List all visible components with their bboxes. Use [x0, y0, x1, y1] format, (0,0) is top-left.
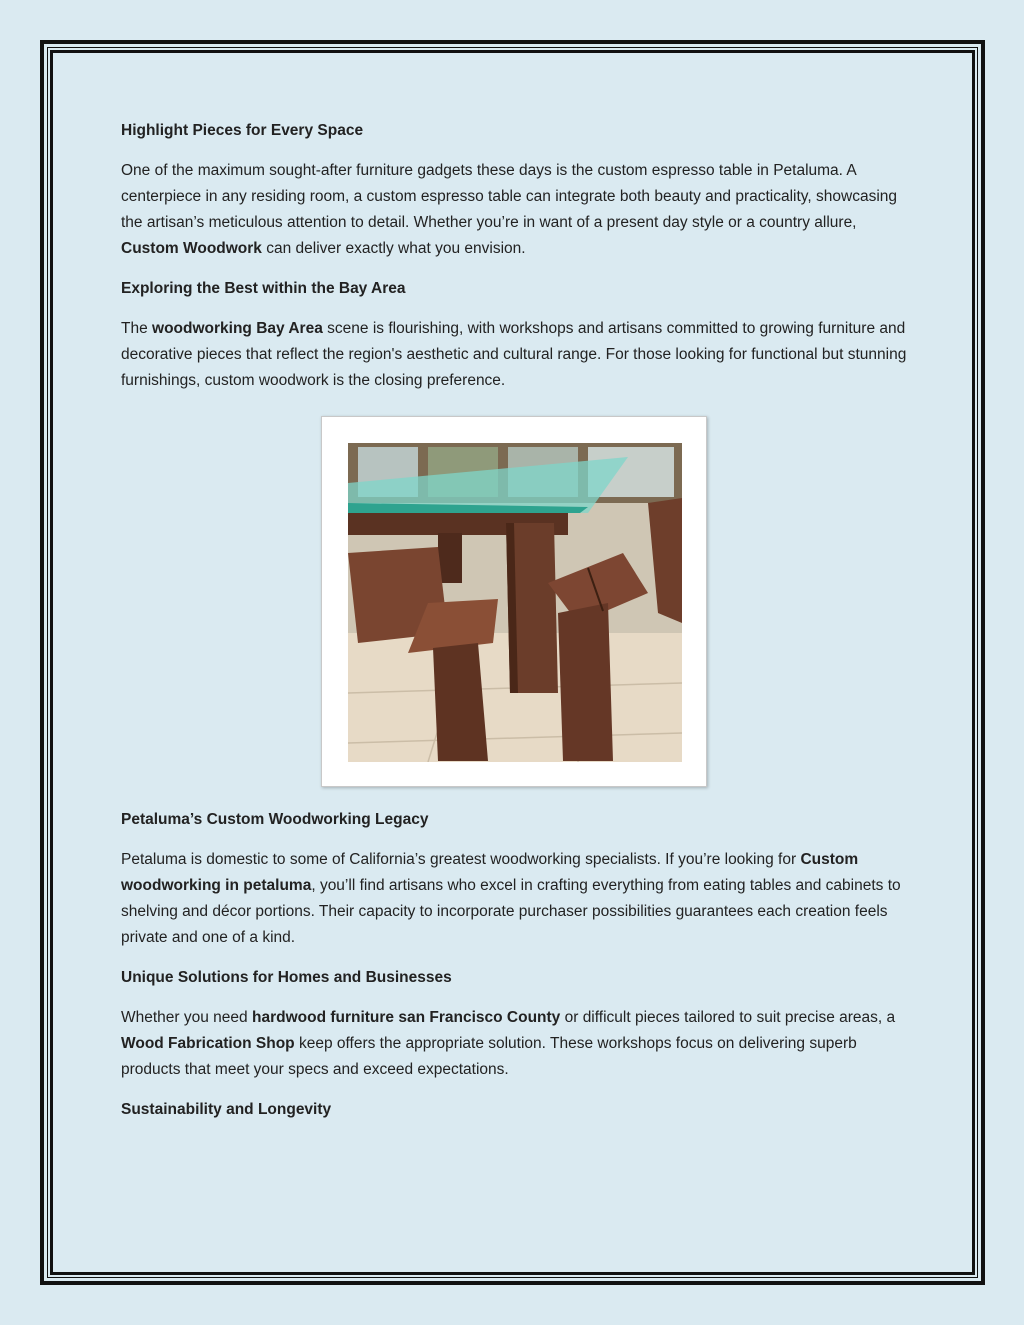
- paragraph-text: Petaluma is domestic to some of California’s greatest woodworking specialists. If you’re looking for: [121, 851, 801, 868]
- paragraph-text: or difficult pieces tailored to suit precise areas, a: [560, 1009, 896, 1026]
- document-body: [121, 120, 911, 1137]
- paragraph-text: keep offers the appropriate solution. These workshops focus on delivering superb products that meet your specs and exceed expectations.: [121, 1035, 857, 1078]
- bold-keyword: hardwood furniture san Francisco County: [251, 1009, 561, 1026]
- paragraph-text: scene is flourishing, with workshops and artisans committed to growing furniture and decorative pieces that reflect the region's aesthetic and cultural range. For those looking for functional but stunning furnishings, custom woodwork is the closing preference.: [121, 320, 907, 389]
- furniture-photo-frame: [321, 416, 707, 787]
- section-paragraph: [121, 316, 911, 394]
- section-paragraph: [121, 158, 911, 262]
- furniture-photo: [348, 443, 682, 762]
- paragraph-text: One of the maximum sought-after furniture gadgets these days is the custom espresso table in Petaluma. A centerpiece in any residing room, a custom espresso table can integrate both beauty and practicality, showcasing the artisan’s meticulous attention to detail. Whether you’re in want of a present day style or a country allure,: [121, 162, 898, 231]
- paragraph-text: Whether you need: [121, 1009, 252, 1026]
- paragraph-text: The: [121, 320, 153, 337]
- section-heading: Unique Solutions for Homes and Businesses: [121, 969, 452, 986]
- section-heading: Petaluma’s Custom Woodworking Legacy: [121, 811, 429, 828]
- section-heading: Highlight Pieces for Every Space: [121, 122, 364, 139]
- section-paragraph: [121, 847, 911, 951]
- bold-keyword: Wood Fabrication Shop: [121, 1035, 295, 1052]
- bold-keyword: Custom woodworking in petaluma: [121, 851, 859, 894]
- bold-keyword: Custom Woodwork: [121, 240, 262, 257]
- paragraph-text: , you’ll find artisans who excel in crafting everything from eating tables and cabinets to shelving and décor portions. Their capacity to incorporate purchaser possibilities guarantees each creation feels private and one of a kind.: [121, 877, 901, 946]
- paragraph-text: can deliver exactly what you envision.: [261, 240, 526, 257]
- section-heading: Exploring the Best within the Bay Area: [121, 280, 406, 297]
- bold-keyword: woodworking Bay Area: [152, 320, 323, 337]
- section-heading: Sustainability and Longevity: [121, 1101, 332, 1118]
- section-paragraph: [121, 1005, 911, 1083]
